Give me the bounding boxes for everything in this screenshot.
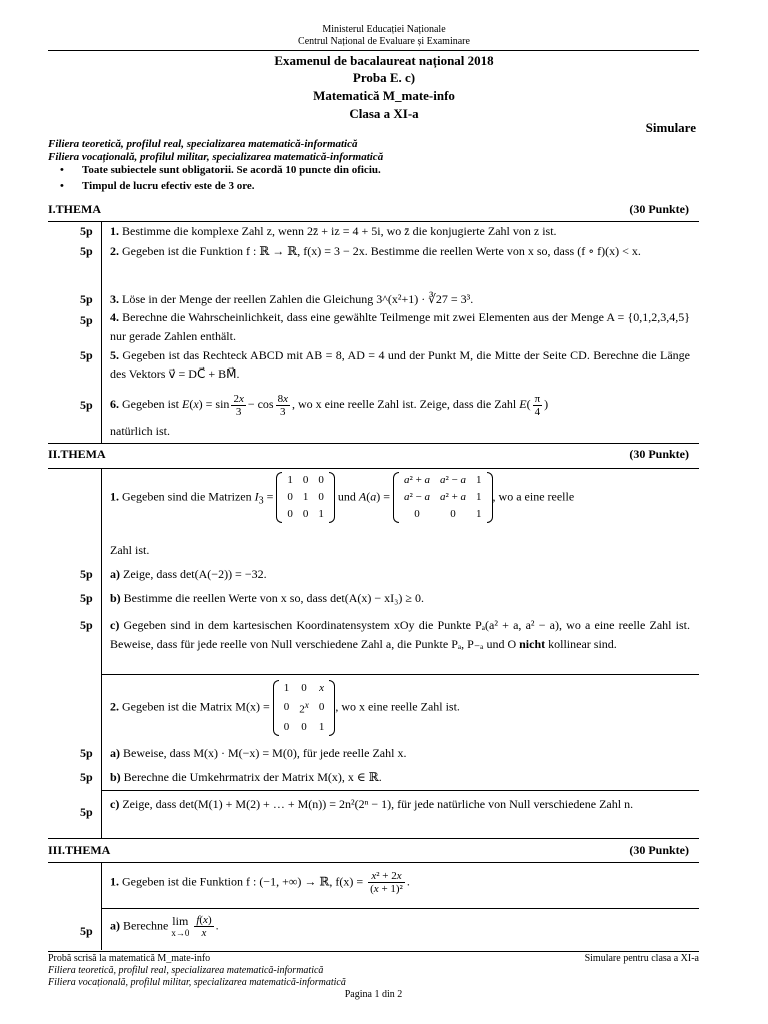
thema-2-separator (101, 674, 699, 675)
points-1-1: 5p (80, 224, 93, 238)
points-2-1a: 5p (80, 567, 93, 581)
subject-title: Matematică M_mate-info (313, 88, 455, 103)
thema-2-problem-1-end: Zahl ist. (110, 543, 150, 557)
thema-3-top-rule (48, 862, 699, 863)
thema-1-item-2: 2. Gegeben ist die Funktion f : ℝ → ℝ, f(x) = 3 − 2x. Bestimme die reellen Werte von x so, dass (f ∘ f)(x) < x. (110, 244, 641, 258)
header-rule (48, 50, 699, 51)
thema-2-2a: a) Beweise, dass M(x) · M(−x) = M(0), für jede reelle Zahl x. (110, 746, 407, 760)
thema-3-title: III.THEMA (48, 843, 111, 857)
page-number: Pagina 1 din 2 (344, 989, 403, 1000)
thema-2-problem-2: 2. Gegeben ist die Matrix M(x) = 1 0 x 0 2$^x$ 0 0 0 1 , wo x eine reelle Zahl ist. (110, 680, 690, 736)
thema-3-points: (30 Punkte) (629, 843, 689, 857)
points-2-1c: 5p (80, 618, 93, 632)
thema-3-column-rule (101, 862, 102, 950)
points-3-1a: 5p (80, 924, 93, 938)
thema-2-title: II.THEMA (48, 447, 106, 461)
thema-1-item-6: 6. Gegeben ist E(x) = sin $\frac{2x}{3}$ − cos $\frac{8x}{3}$ , wo x eine reelle Zahl ist. Zeige, dass die Zahl E( $\frac{\pi}{4}$ ) natürlich ist. (110, 392, 549, 438)
thema-2-1c: c) Gegeben sind in dem kartesischen Koordinatensystem xOy die Punkte Pₐ(a² + a, a² − a), wo a eine reelle Zahl ist. Beweise, dass für jede reelle von Null verschiedene Zahl a, die Punkte Pₐ, P₋ₐ und O nicht kollinear sind. (110, 618, 691, 651)
footer-rule (48, 951, 699, 952)
points-1-4: 5p (80, 313, 93, 327)
thema-2-1a: a) Zeige, dass det(A(−2)) = −32. (110, 567, 267, 581)
points-1-6: 5p (80, 398, 93, 412)
simulare-label: Simulare (645, 120, 696, 135)
thema-2-2b: b) Berechne die Umkehrmatrix der Matrix M(x), x ∈ ℝ. (110, 770, 382, 784)
thema-1-item-4: 4. Berechne die Wahrscheinlichkeit, dass eine gewählte Teilmenge mit zwei Elementen aus der Menge A = {0,1,2,3,4,5} nur gerade Zahlen enthält. (110, 310, 690, 343)
ministry-name: Ministerul Educației Naționale (322, 24, 446, 35)
ministry-header (0, 24, 768, 48)
bullet-dot-icon: • (60, 164, 64, 176)
thema-1-header (48, 202, 689, 217)
footer (48, 953, 699, 1001)
thema-2-2c: c) Zeige, dass det(M(1) + M(2) + … + M(n)) = 2n²(2ⁿ − 1), für jede natürliche von Null verschiedene Zahl n. (110, 797, 634, 811)
bullet-dot-icon: • (60, 180, 64, 192)
center-name: Centrul Național de Evaluare și Examinare (298, 36, 470, 47)
thema-1-item-3: 3. Löse in der Menge der reellen Zahlen die Gleichung 3^(x²+1) · ∛27 = 3³. (110, 292, 474, 306)
thema-2-points: (30 Punkte) (629, 447, 689, 461)
thema-1-item-5: 5. Gegeben ist das Rechteck ABCD mit AB = 8, AD = 4 und der Punkt M, die Mitte der Seite CD. Berechne die Länge des Vektors v⃗ = DC⃗ + BM⃗. (110, 348, 691, 381)
matrix-m: 1 0 x 0 2$^x$ 0 0 0 1 (273, 680, 336, 736)
footer-left-3: Filiera vocațională, profilul militar, specializarea matematică-informatică (48, 977, 346, 988)
clasa-title: Clasa a XI-a (349, 106, 419, 121)
exam-page: Ministerul Educației Naționale Centrul Național de Evaluare și Examinare Examenul de bacalaureat național 2018 Proba E. c) Matematică M_mate-info Clasa a XI-a Simulare Filiera teoretică, profilul real, specializarea matematică-informatică Filiera vocațională, profilul militar, specializarea matematică-informatică • Toate subiectele sunt obligatorii. Se acordă 10 puncte din oficiu. • Timpul de lucru efectiv este de 3 ore. I.THEMA (30 Punkte) 5p 1. Bestimme die komplexe Zahl z, wenn 2z̄ + iz = 4 + 5i, wo z̄ die konjugierte Zahl von z ist. 5p 2. Gegeben ist die Funktion f : ℝ → ℝ, f(x) = 3 − 2x. Bestimme die reellen Werte von x so, dass (f ∘ f)(x) < x. 5p 3. Löse in der Menge der reellen Zahlen die Gleichung 3^(x²+1) · ∛27 = 3³. 5p 4. Berechne die Wahrscheinlichkeit, dass eine gewählte Teilmenge mit zwei Elementen aus der Menge A = {0,1,2,3,4,5} nur gerade Zahlen enthält. 5p 5. Gegeben ist das Rechteck ABCD mit AB = 8, AD = 4 und der Punkt M, die Mitte der Seite CD. Berechne die Länge des Vektors v⃗ = DC⃗ + BM⃗. 5p 6. Gegeben ist E(x) = sin $\frac{2x}{3}$ − cos $\frac{8x}{3}$ , wo x eine reelle Zahl ist. Zeige, dass die Zahl E( $\frac{\pi}{4}$ ) natürlich ist. II.THEMA (30 Punkte) 1. Gegeben sind die Matrizen $I_3$ = 1 0 0 0 1 0 0 0 1 und A(a) = a² + a a² − a 1 a² − a a² + a 1 0 0 1 , wo a eine reelle Zahl ist. 5p a) Zeige, dass det(A(−2)) = −32. 5p b) Bestimme die reellen Werte von x so, dass det(A(x) − xI₃) ≥ 0. 5p c) Gegeben sind in dem kartesischen Koordinatensystem xOy die Punkte Pₐ(a² + a, a² − a), wo a eine reelle Zahl ist. Beweise, dass für jede reelle von Null verschiedene Zahl a, die Punkte Pₐ, P₋ₐ und O nicht kollinear sind. 2. Gegeben ist die Matrix M(x) = 1 0 x 0 2$^x$ 0 0 0 1 , wo x eine reelle Zahl ist. 5p a) Beweise, dass M(x) · M(−x) = M(0), für jede reelle Zahl x. 5p b) Berechne die Umkehrmatrix der Matrix M(x), x ∈ ℝ. 5p c) Zeige, dass det(M(1) + M(2) + … + M(n)) = 2n²(2ⁿ − 1), für jede natürliche von Null verschiedene Zahl n. III.THEMA (30 Punkte) 1. Gegeben ist die Funktion f : (−1, +∞) → ℝ, f(x) = $\frac{\text{x² + 2x}}{\text{(x + 1)²}}$ . 5p a) Berechne lim x→0 $\frac{f(x)}{x}$ . Probă scrisă la matematică M_mate-info Simulare pentru clasa a XI-a Filiera teoretică, profilul real, specializarea matematică-informatică Filiera vocațională, profilul militar, specializarea matematică-informatică Pagina 1 din 2 (0, 0, 768, 1024)
thema-2-bottom-rule (48, 838, 699, 839)
points-2-2b: 5p (80, 770, 93, 784)
thema-2-problem-1: 1. Gegeben sind die Matrizen $I_3$ = 1 0 0 0 1 0 0 0 1 und A(a) = a² + a a² − a 1 a² − a a² + a 1 0 0 1 , wo a eine reelle (110, 472, 690, 523)
footer-left-2: Filiera teoretică, profilul real, specializarea matematică-informatică (48, 965, 324, 976)
matrix-a: a² + a a² − a 1 a² − a a² + a 1 0 0 1 (393, 472, 493, 523)
matrix-i3: 1 0 0 0 1 0 0 0 1 (276, 472, 335, 523)
thema-3-1a: a) Berechne lim x→0 $\frac{f(x)}{x}$ . (110, 913, 219, 939)
points-2-2c: 5p (80, 805, 93, 819)
proba-title: Proba E. c) (352, 70, 416, 85)
footer-left-1: Probă scrisă la matematică M_mate-info (48, 953, 211, 964)
thema-3-header (48, 843, 689, 858)
thema-3-separator (101, 908, 699, 909)
thema-1-item-1: 1. Bestimme die komplexe Zahl z, wenn 2z̄ + iz = 4 + 5i, wo z̄ die konjugierte Zahl von z ist. (110, 224, 557, 238)
thema-1-points: (30 Punkte) (629, 202, 689, 216)
filiera-1: Filiera teoretică, profilul real, specializarea matematică-informatică (48, 138, 358, 150)
thema-2-column-rule (101, 468, 102, 838)
thema-2-separator-2 (101, 790, 699, 791)
thema-2-header (48, 447, 689, 462)
points-2-2a: 5p (80, 746, 93, 760)
thema-1-title: I.THEMA (48, 202, 102, 216)
thema-3-problem-1: 1. Gegeben ist die Funktion f : (−1, +∞) → ℝ, f(x) = $\frac{\text{x² + 2x}}{\text{(x + 1)²}}$ . (110, 870, 410, 895)
thema-1-bottom-rule (48, 443, 699, 444)
exam-title: Examenul de bacalaureat național 2018 (274, 53, 494, 68)
thema-1-column-rule (101, 221, 102, 443)
points-2-1b: 5p (80, 591, 93, 605)
points-1-3: 5p (80, 292, 93, 306)
thema-2-top-rule (48, 468, 699, 469)
filiera-2: Filiera vocațională, profilul militar, specializarea matematică-informatică (48, 151, 384, 163)
footer-right-1: Simulare pentru clasa a XI-a (584, 953, 699, 964)
thema-2-1b: b) Bestimme die reellen Werte von x so, dass det(A(x) − xI₃) ≥ 0. (110, 591, 424, 605)
points-1-5: 5p (80, 348, 93, 362)
points-1-2: 5p (80, 244, 93, 258)
